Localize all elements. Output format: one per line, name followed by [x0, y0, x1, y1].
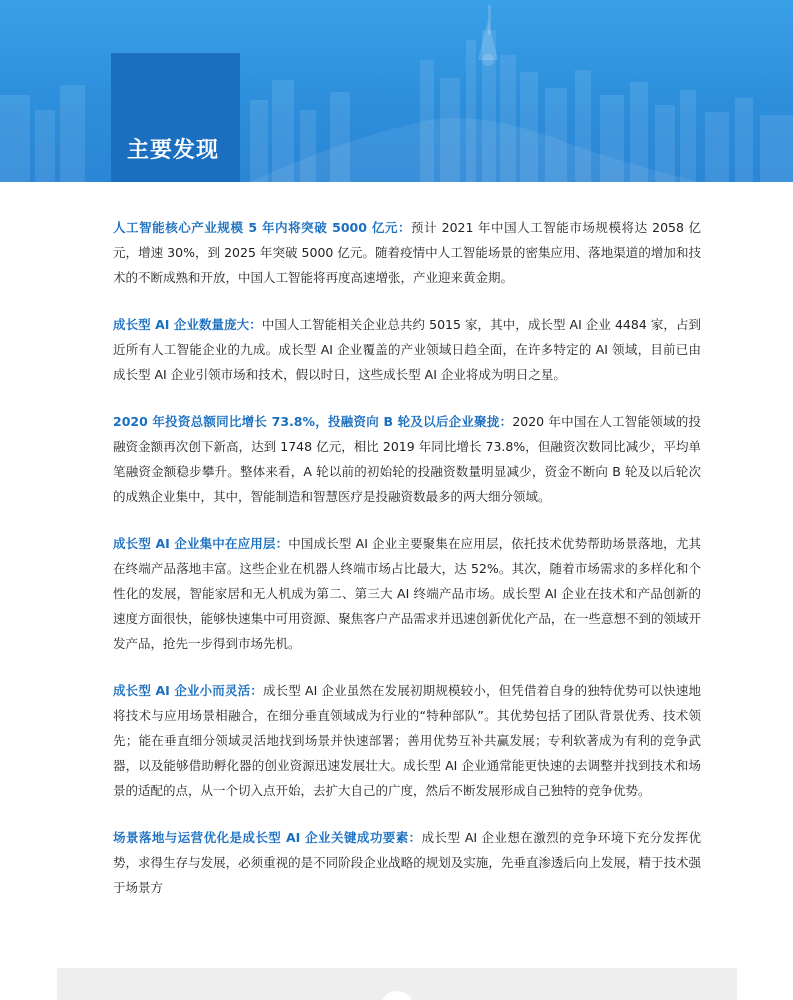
finding-lead: 人工智能核心产业规模 5 年内将突破 5000 亿元： [113, 220, 412, 235]
finding-lead: 成长型 AI 企业数量庞大： [113, 317, 262, 332]
finding-body: 中国成长型 AI 企业主要聚集在应用层，依托技术优势帮助场景落地，尤其在终端产品落地丰富。这些企业在机器人终端市场占比最大，达 52%。其次，随着市场需求的多样化和个性化的发展，智能家居和无人机成为第二、第三大 AI 终端产品市场。成长型 AI 企业在技术和产品创新的速度方面很快，能够快速集中可用资源、聚焦客户产品需求并迅速创新优化产品，在一些意想不到的领域开发产品，抢先一步得到市场先机。 [113, 536, 702, 651]
finding-paragraph [113, 531, 701, 656]
finding-lead: 2020 年投资总额同比增长 73.8%，投融资向 B 轮及以后企业聚拢： [113, 414, 513, 429]
finding-paragraph [113, 312, 701, 387]
finding-body: 成长型 AI 企业虽然在发展初期规模较小，但凭借着自身的独特优势可以快速地将技术与应用场景相融合，在细分垂直领域成为行业的“特种部队”。其优势包括了团队背景优秀、技术领先；能在垂直细分领域灵活地找到场景并快速部署；善用优势互补共赢发展；专利软著成为有利的竞争武器，以及能够借助孵化器的创业资源迅速发展壮大。成长型 AI 企业通常能更快速的去调整并找到技术和场景的适配的点，从一个切入点开始，去扩大自己的广度，然后不断发展形成自己独特的竞争优势。 [113, 683, 702, 798]
finding-paragraph [113, 409, 701, 509]
finding-paragraph [113, 678, 701, 803]
finding-paragraph [113, 825, 701, 900]
finding-paragraph [113, 215, 701, 290]
page-title: 主要发现 [127, 138, 220, 163]
finding-lead: 场景落地与运营优化是成长型 AI 企业关键成功要素： [113, 830, 422, 845]
finding-body: 预计 2021 年中国人工智能市场规模将达 2058 亿元，增速 30%，到 2025 年突破 5000 亿元。随着疫情中人工智能场景的密集应用、落地渠道的增加和技术的不断成熟和开放，中国人工智能将再度高速增张，产业迎来黄金期。 [113, 220, 701, 285]
finding-lead: 成长型 AI 企业集中在应用层： [113, 536, 289, 551]
finding-body: 中国人工智能相关企业总共约 5015 家，其中，成长型 AI 企业 4484 家，占到近所有人工智能企业的九成。成长型 AI 企业覆盖的产业领域日趋全面，在许多特定的 AI 领域，目前已由成长型 AI 企业引领市场和技术，假以时日，这些成长型 AI 企业将成为明日之星。 [113, 317, 702, 382]
finding-body: 2020 年中国在人工智能领域的投融资金额再次创下新高，达到 1748 亿元，相比 2019 年同比增长 73.8%，但融资次数同比减少，平均单笔融资金额稳步攀升。整体来看，A 轮以前的初始轮的投融资数量明显减少，资金不断向 B 轮及以后轮次的成熟企业集中，其中，智能制造和智慧医疗是投融资数最多的两大细分领域。 [113, 414, 701, 504]
finding-lead: 成长型 AI 企业小而灵活： [113, 683, 263, 698]
findings-list [113, 215, 701, 922]
finding-body: 成长型 AI 企业想在激烈的竞争环境下充分发挥优势，求得生存与发展，必须重视的是不同阶段企业战略的规划及实施，先垂直渗透后向上发展，精于技术强于场景方 [113, 830, 702, 895]
